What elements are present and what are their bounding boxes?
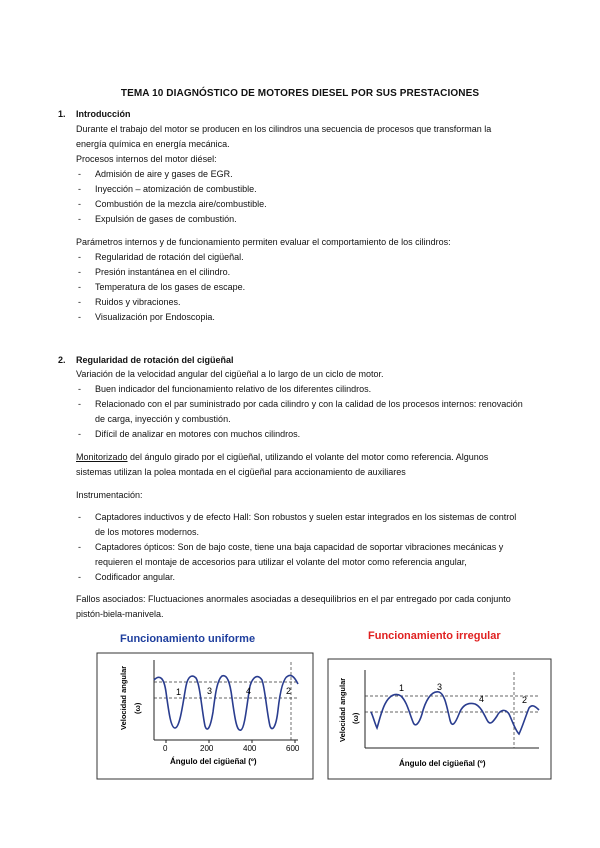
section-1-heading: Introducción	[76, 109, 131, 119]
list-item: Inyección – atomización de combustible.	[95, 184, 257, 194]
bullet-dash: -	[78, 384, 81, 394]
y-axis-label: Velocidad angular	[119, 665, 128, 730]
paragraph: Variación de la velocidad angular del cigüeñal a lo largo de un ciclo de motor.	[76, 369, 384, 379]
bullet-dash: -	[78, 542, 81, 552]
x-tick-label: 400	[243, 744, 257, 753]
list-item: Regularidad de rotación del cigüeñal.	[95, 252, 244, 262]
speed-curve-uniform	[154, 675, 298, 730]
section-2-heading: Regularidad de rotación del cigüeñal	[76, 355, 234, 365]
y-axis-symbol: (ω)	[133, 702, 142, 714]
bullet-dash: -	[78, 512, 81, 522]
cylinder-label: 2	[522, 695, 528, 705]
cylinder-label: 4	[479, 694, 485, 704]
cylinder-label: 4	[246, 686, 252, 696]
paragraph: Parámetros internos y de funcionamiento permiten evaluar el comportamiento de los cilindros:	[76, 237, 451, 247]
list-item: Relacionado con el par suministrado por cada cilindro y con la calidad de los procesos internos: renovación	[95, 399, 523, 409]
section-2-number: 2.	[58, 355, 66, 365]
cylinder-label: 3	[437, 682, 443, 692]
cylinder-label: 1	[399, 683, 405, 693]
x-tick-label: 200	[200, 744, 214, 753]
paragraph	[76, 452, 488, 463]
bullet-dash: -	[78, 312, 81, 322]
cylinder-label: 2	[286, 686, 292, 696]
paragraph: Instrumentación:	[76, 490, 143, 500]
list-item: Difícil de analizar en motores con muchos cilindros.	[95, 429, 301, 439]
underlined-term: Monitorizado	[76, 452, 128, 462]
list-item-continuation: de carga, inyección y combustión.	[95, 414, 231, 424]
x-tick-label: 600	[286, 744, 300, 753]
y-axis-label: Velocidad angular	[338, 677, 347, 742]
section-1-number: 1.	[58, 109, 66, 119]
paragraph: energía química en energía mecánica.	[76, 139, 230, 149]
figure-right-chart	[327, 658, 552, 780]
figure-left-chart	[96, 652, 314, 780]
bullet-dash: -	[78, 214, 81, 224]
figure-left-title: Funcionamiento uniforme	[120, 633, 256, 645]
bullet-dash: -	[78, 184, 81, 194]
list-item: Temperatura de los gases de escape.	[95, 282, 246, 292]
paragraph: pistón-biela-manivela.	[76, 609, 164, 619]
bullet-dash: -	[78, 252, 81, 262]
bullet-dash: -	[78, 282, 81, 292]
figure-right-title: Funcionamiento irregular	[368, 630, 501, 642]
bullet-dash: -	[78, 199, 81, 209]
bullet-dash: -	[78, 572, 81, 582]
list-item: Expulsión de gases de combustión.	[95, 214, 237, 224]
bullet-dash: -	[78, 267, 81, 277]
list-item-continuation: requieren el montaje de accesorios para utilizar el volante del motor como referencia angular,	[95, 557, 467, 567]
page-title: TEMA 10 DIAGNÓSTICO DE MOTORES DIESEL POR SUS PRESTACIONES	[120, 88, 480, 99]
list-item-continuation: de los motores modernos.	[95, 527, 200, 537]
x-axis-label: Ángulo del cigüeñal (º)	[399, 759, 486, 768]
bullet-dash: -	[78, 169, 81, 179]
list-item: Buen indicador del funcionamiento relativo de los diferentes cilindros.	[95, 384, 372, 394]
paragraph: Fallos asociados: Fluctuaciones anormales asociadas a desequilibrios en el par entregado por cada conjunto	[76, 594, 511, 604]
paragraph: Procesos internos del motor diésel:	[76, 154, 217, 164]
list-item: Admisión de aire y gases de EGR.	[95, 169, 233, 179]
list-item: Combustión de la mezcla aire/combustible.	[95, 199, 267, 209]
list-item: Captadores ópticos: Son de bajo coste, tiene una baja capacidad de soportar vibraciones mecánicas y	[95, 542, 504, 552]
list-item: Presión instantánea en el cilindro.	[95, 267, 231, 277]
y-axis-symbol: (ω)	[351, 712, 360, 724]
list-item: Codificador angular.	[95, 572, 176, 582]
x-axis-label: Ángulo del cigüeñal (º)	[170, 757, 257, 766]
bullet-dash: -	[78, 429, 81, 439]
list-item: Visualización por Endoscopia.	[95, 312, 215, 322]
bullet-dash: -	[78, 399, 81, 409]
paragraph: sistemas utilizan la polea montada en el cigüeñal para accionamiento de auxiliares	[76, 467, 406, 477]
list-item: Ruidos y vibraciones.	[95, 297, 181, 307]
paragraph: Durante el trabajo del motor se producen en los cilindros una secuencia de procesos que transforman la	[76, 124, 492, 134]
cylinder-label: 3	[207, 686, 213, 696]
cylinder-label: 1	[176, 687, 182, 697]
paragraph-rest: del ángulo girado por el cigüeñal, utilizando el volante del motor como referencia. Algunos	[127, 452, 489, 462]
x-tick-label: 0	[163, 744, 168, 753]
bullet-dash: -	[78, 297, 81, 307]
list-item: Captadores inductivos y de efecto Hall: Son robustos y suelen estar integrados en los sistemas de control	[95, 512, 517, 522]
